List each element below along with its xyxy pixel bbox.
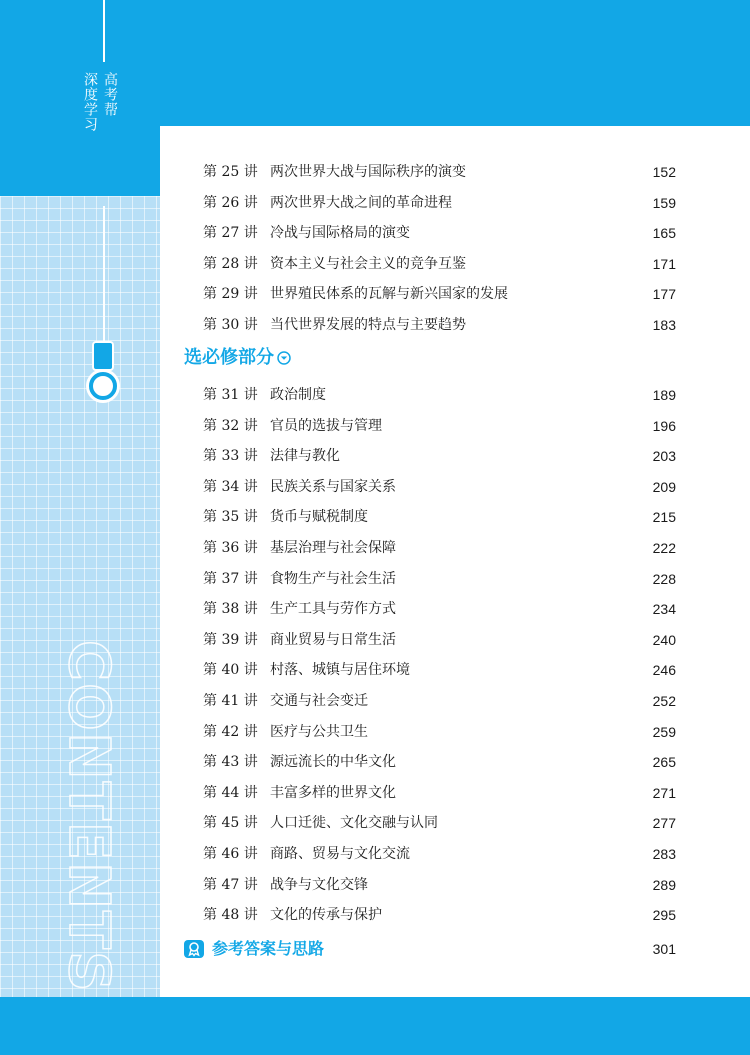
lecture-number: 第 45 讲 xyxy=(203,815,258,832)
toc-entry[interactable] xyxy=(203,191,676,215)
page-number: 203 xyxy=(652,448,676,465)
page-number: 152 xyxy=(652,164,676,180)
toc-entry[interactable] xyxy=(203,873,676,897)
toc-entry[interactable] xyxy=(203,628,676,652)
lecture-title: 医疗与公共卫生 xyxy=(270,723,368,740)
toc-entry[interactable] xyxy=(203,505,676,529)
watermark-text: CONTENTS xyxy=(56,640,121,994)
lecture-title: 生产工具与劳作方式 xyxy=(270,601,396,618)
lecture-title: 人口迁徙、文化交融与认同 xyxy=(270,815,438,832)
lecture-number: 第 48 讲 xyxy=(203,907,258,924)
lecture-title: 村落、城镇与居住环境 xyxy=(270,662,410,679)
toc-entry[interactable] xyxy=(203,842,676,866)
toc-entry[interactable] xyxy=(203,658,676,682)
page-number: 177 xyxy=(652,286,676,303)
toc-entry[interactable] xyxy=(203,414,676,438)
page-number: 171 xyxy=(652,255,676,272)
chevron-down-icon xyxy=(277,351,291,365)
lecture-number: 第 37 讲 xyxy=(203,570,258,587)
lecture-title: 两次世界大战与国际秩序的演变 xyxy=(270,164,466,180)
page-number: 271 xyxy=(652,784,676,801)
toc-entry[interactable] xyxy=(203,313,676,337)
page-number: 165 xyxy=(652,225,676,242)
page-number: 240 xyxy=(652,631,676,648)
lecture-title: 商路、贸易与文化交流 xyxy=(270,846,410,862)
page-number: 283 xyxy=(652,846,676,862)
toc-entry[interactable] xyxy=(203,811,676,835)
lecture-number: 第 41 讲 xyxy=(203,693,258,709)
lecture-number: 第 40 讲 xyxy=(203,662,258,679)
lecture-number: 第 46 讲 xyxy=(203,846,258,862)
section-heading-label: 选必修部分 xyxy=(184,347,274,368)
answers-page-number: 301 xyxy=(652,941,676,957)
lecture-number: 第 43 讲 xyxy=(203,754,258,771)
lecture-number: 第 39 讲 xyxy=(203,631,258,648)
lecture-title: 基层治理与社会保障 xyxy=(270,540,396,556)
lecture-number: 第 26 讲 xyxy=(203,194,258,211)
page-number: 246 xyxy=(652,662,676,679)
lecture-number: 第 42 讲 xyxy=(203,723,258,740)
lecture-number: 第 31 讲 xyxy=(203,387,258,403)
lightbulb-icon xyxy=(82,340,126,410)
page-number: 265 xyxy=(652,754,676,771)
lecture-title: 资本主义与社会主义的竞争互鉴 xyxy=(270,255,466,272)
lecture-title: 民族关系与国家关系 xyxy=(270,478,396,495)
lecture-number: 第 44 讲 xyxy=(203,784,258,801)
page-number: 259 xyxy=(652,723,676,740)
brand-label xyxy=(80,72,120,132)
lecture-title: 战争与文化交锋 xyxy=(270,876,368,893)
toc-entry[interactable] xyxy=(203,252,676,276)
toc-entry[interactable] xyxy=(203,781,676,805)
toc-entry[interactable] xyxy=(203,160,676,184)
lecture-number: 第 33 讲 xyxy=(203,448,258,465)
page-number: 215 xyxy=(652,509,676,526)
lecture-title: 源远流长的中华文化 xyxy=(270,754,396,771)
lecture-title: 食物生产与社会生活 xyxy=(270,570,396,587)
page-number: 234 xyxy=(652,601,676,618)
toc-entry[interactable] xyxy=(203,444,676,468)
toc-entry[interactable] xyxy=(203,221,676,245)
page-number: 228 xyxy=(652,570,676,587)
lecture-number: 第 35 讲 xyxy=(203,509,258,526)
page-number: 277 xyxy=(652,815,676,832)
lecture-number: 第 29 讲 xyxy=(203,286,258,303)
lecture-title: 世界殖民体系的瓦解与新兴国家的发展 xyxy=(270,286,508,303)
page-number: 289 xyxy=(652,876,676,893)
lecture-number: 第 38 讲 xyxy=(203,601,258,618)
toc-entry[interactable] xyxy=(203,750,676,774)
toc-entry[interactable] xyxy=(203,689,676,713)
toc-entry[interactable] xyxy=(203,567,676,591)
page-number: 189 xyxy=(652,387,676,403)
lecture-title: 交通与社会变迁 xyxy=(270,693,368,709)
lecture-number: 第 34 讲 xyxy=(203,478,258,495)
lecture-title: 当代世界发展的特点与主要趋势 xyxy=(270,317,466,333)
toc-entry[interactable] xyxy=(203,475,676,499)
brand-line-1: 高考帮 xyxy=(102,72,118,117)
toc-entry-answers[interactable] xyxy=(184,936,676,962)
ribbon-badge-icon xyxy=(184,940,204,958)
toc-entry[interactable] xyxy=(203,597,676,621)
lecture-title: 官员的选拔与管理 xyxy=(270,417,382,434)
lecture-title: 丰富多样的世界文化 xyxy=(270,784,396,801)
footer-band xyxy=(0,997,750,1055)
brand-line-2: 深度学习 xyxy=(82,72,98,132)
lecture-number: 第 36 讲 xyxy=(203,540,258,556)
page-number: 159 xyxy=(652,194,676,211)
lecture-title: 政治制度 xyxy=(270,387,326,403)
lecture-number: 第 30 讲 xyxy=(203,317,258,333)
section-heading xyxy=(184,345,291,371)
sidebar-divider-top xyxy=(103,0,105,62)
lecture-number: 第 28 讲 xyxy=(203,255,258,272)
toc-entry[interactable] xyxy=(203,383,676,407)
lecture-number: 第 27 讲 xyxy=(203,225,258,242)
lecture-title: 法律与教化 xyxy=(270,448,340,465)
lecture-title: 货币与赋税制度 xyxy=(270,509,368,526)
lecture-number: 第 32 讲 xyxy=(203,417,258,434)
page-number: 196 xyxy=(652,417,676,434)
lecture-title: 两次世界大战之间的革命进程 xyxy=(270,194,452,211)
toc-entry[interactable] xyxy=(203,720,676,744)
page-number: 252 xyxy=(652,693,676,709)
page-number: 222 xyxy=(652,540,676,556)
page-number: 209 xyxy=(652,478,676,495)
lecture-title: 文化的传承与保护 xyxy=(270,907,382,924)
sidebar-divider-mid xyxy=(103,206,105,342)
page-number: 183 xyxy=(652,317,676,333)
lecture-title: 冷战与国际格局的演变 xyxy=(270,225,410,242)
toc-entry[interactable] xyxy=(203,903,676,927)
lecture-number: 第 47 讲 xyxy=(203,876,258,893)
lecture-number: 第 25 讲 xyxy=(203,164,258,180)
answers-label: 参考答案与思路 xyxy=(212,939,325,958)
lecture-title: 商业贸易与日常生活 xyxy=(270,631,396,648)
toc-entry[interactable] xyxy=(203,282,676,306)
toc-entry[interactable] xyxy=(203,536,676,560)
page-number: 295 xyxy=(652,907,676,924)
